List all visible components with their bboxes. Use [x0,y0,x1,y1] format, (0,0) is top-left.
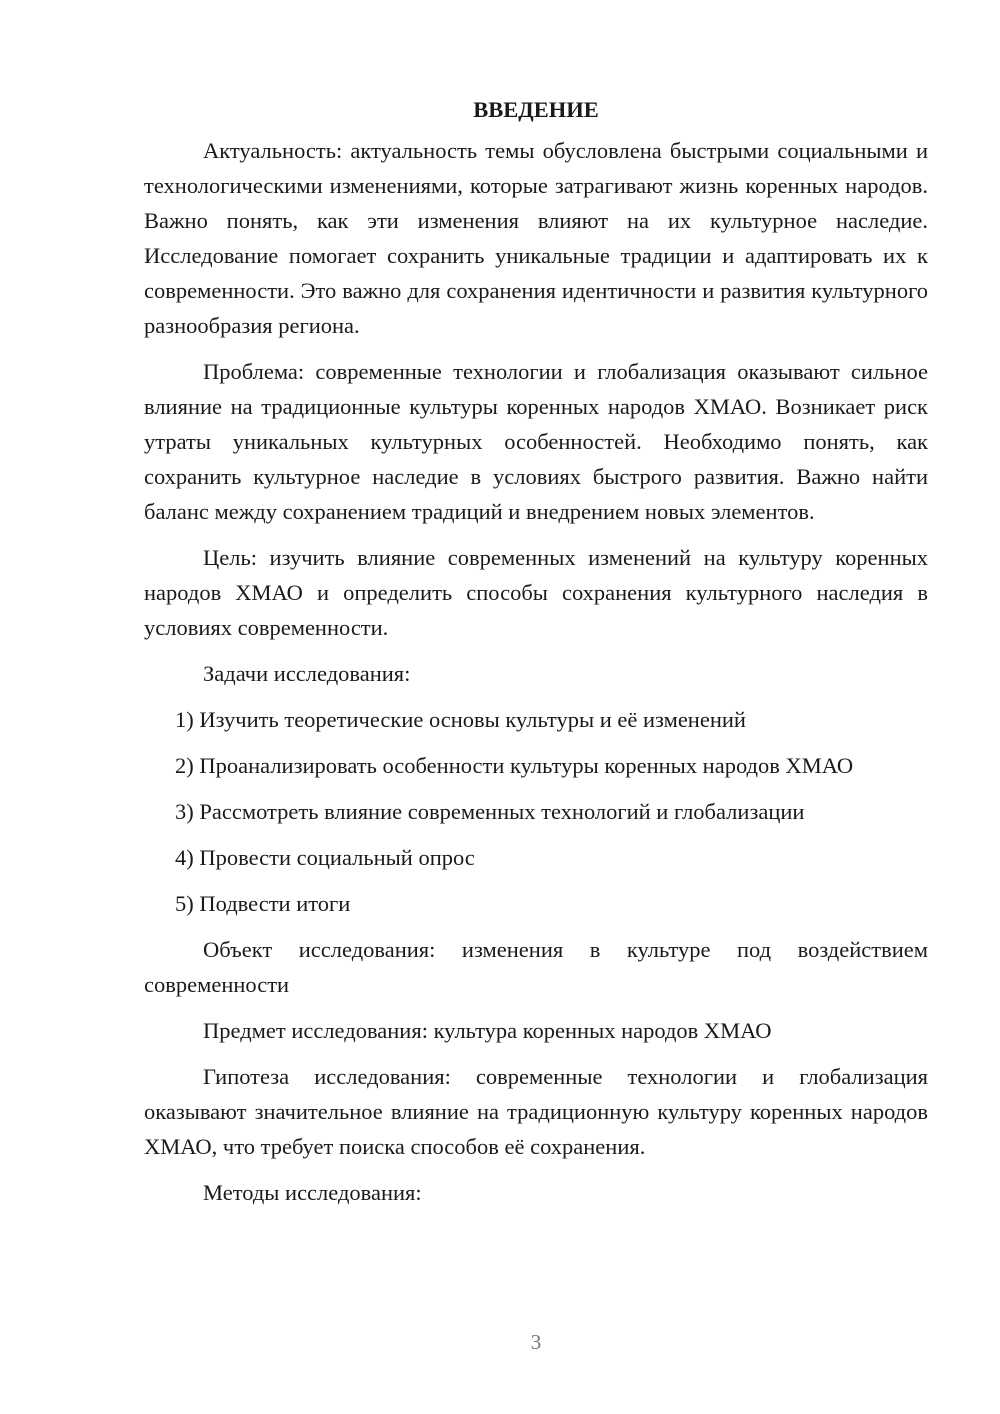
task-item-2: 2) Проанализировать особенности культуры коренных народов ХМАО [175,753,854,778]
tasks-heading: Задачи исследования: [203,661,411,686]
page-number: 3 [530,1330,542,1354]
paragraph-problem: Проблема: современные технологии и глобализация оказывают сильное влияние на традиционные культуры коренных народов ХМАО. Возникает риск утраты уникальных культурных особенностей. Необходимо понять, как сохранить культурное наследие в условиях быстрого развития. Важно найти баланс между сохранением традиций и внедрением новых элементов. [144,359,928,524]
task-item-1: 1) Изучить теоретические основы культуры и её изменений [175,707,746,732]
paragraph-goal: Цель: изучить влияние современных изменений на культуру коренных народов ХМАО и определить способы сохранения культурного наследия в условиях современности. [144,545,928,640]
paragraph-object: Объект исследования: изменения в культуре под воздействием современности [144,937,928,997]
task-item-5: 5) Подвести итоги [175,891,351,916]
page-content [144,92,928,1221]
paragraph-relevance: Актуальность: актуальность темы обусловлена быстрыми социальными и технологическими изменениями, которые затрагивают жизнь коренных народов. Важно понять, как эти изменения влияют на их культурное наследие. Исследование помогает сохранить уникальные традиции и адаптировать их к современности. Это важно для сохранения идентичности и развития культурного разнообразия региона. [144,138,928,338]
task-item-4: 4) Провести социальный опрос [175,845,475,870]
methods-heading: Методы исследования: [203,1180,422,1205]
page-title: ВВЕДЕНИЕ [473,97,599,122]
paragraph-hypothesis: Гипотеза исследования: современные технологии и глобализация оказывают значительное влияние на традиционную культуру коренных народов ХМАО, что требует поиска способов её сохранения. [144,1064,928,1159]
paragraph-subject: Предмет исследования: культура коренных народов ХМАО [203,1018,772,1043]
task-item-3: 3) Рассмотреть влияние современных технологий и глобализации [175,799,805,824]
